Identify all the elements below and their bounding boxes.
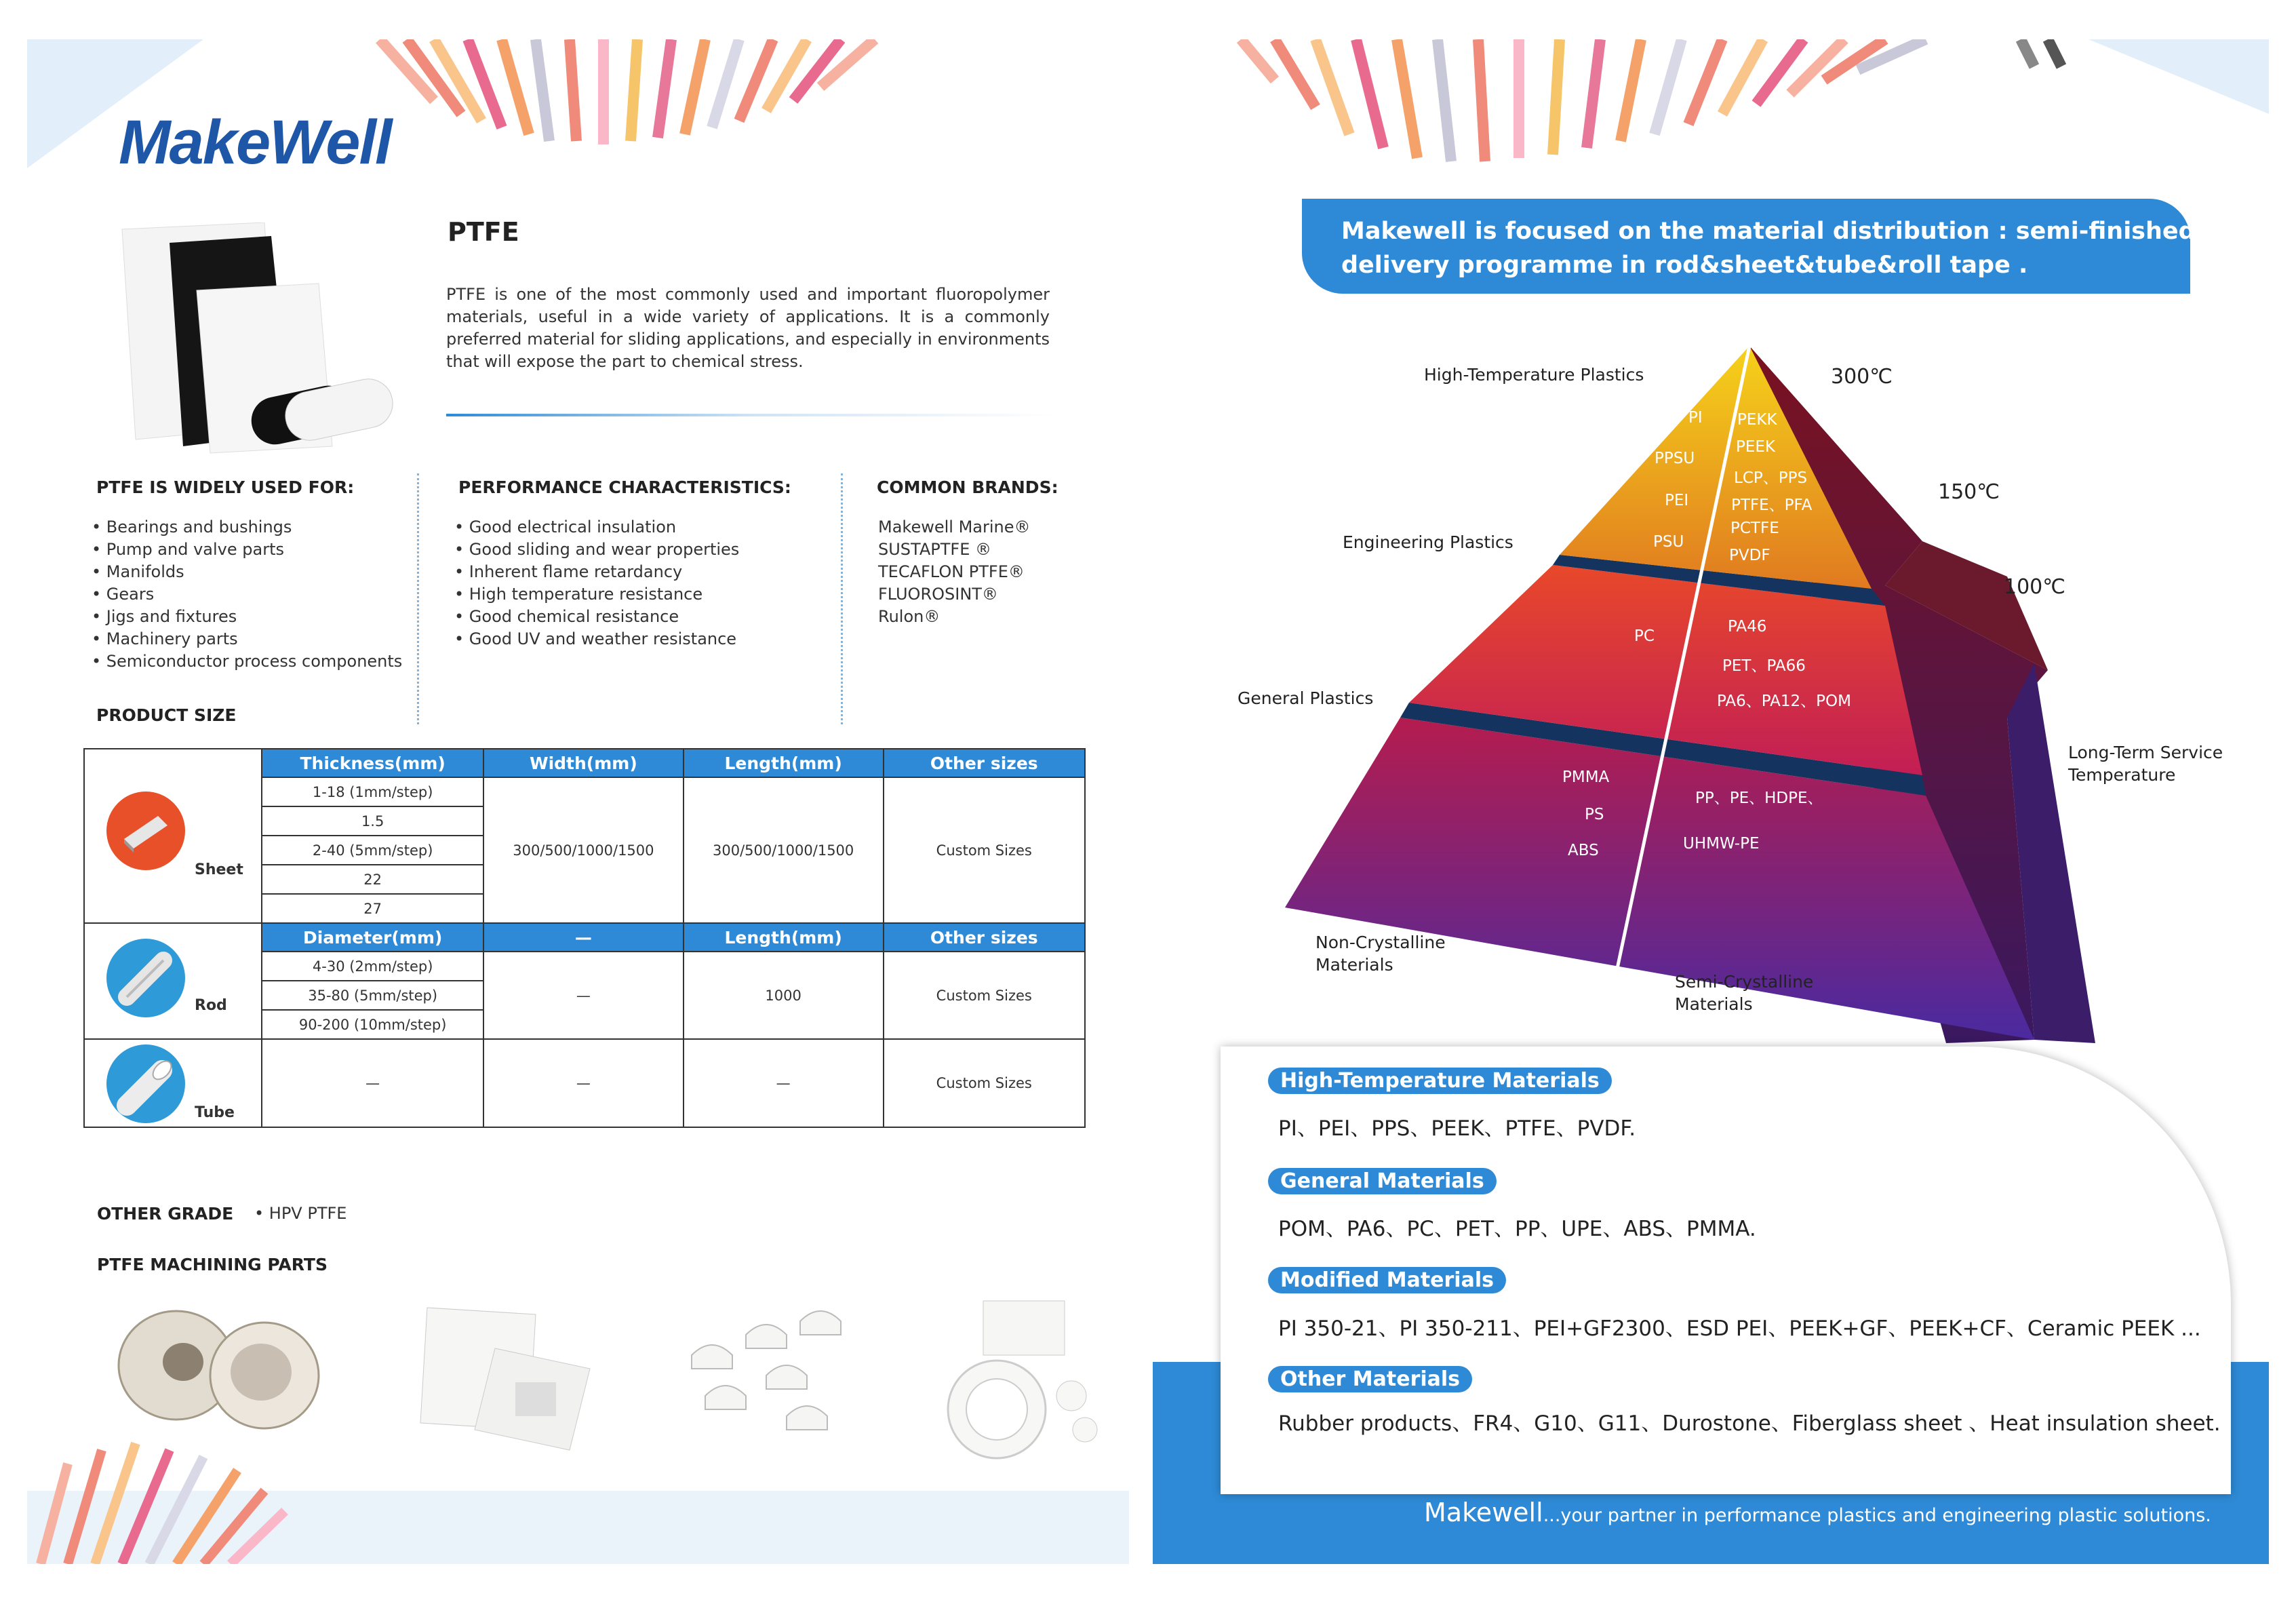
table-cell: 22 [262, 865, 483, 894]
list-item: • Semiconductor process components [92, 652, 403, 671]
pyramid-item: PA46 [1728, 618, 1767, 636]
pyramid-item: UHMW-PE [1683, 835, 1760, 853]
table-cell: 90-200 (10mm/step) [262, 1010, 483, 1039]
other-grade-value: • HPV PTFE [254, 1204, 347, 1223]
list-item: • Good sliding and wear properties [454, 540, 740, 559]
pyramid-item: PTFE、PFA [1731, 496, 1813, 514]
product-description: PTFE is one of the most commonly used and important fluoropolymer materials, useful in a wide variety of applications. It is a commonly preferred material for sliding applications, and especially in environments that will expose the part to chemical stress. [446, 285, 1050, 371]
footer-decoration [27, 1423, 1129, 1564]
table-cell: — [262, 1039, 483, 1127]
makewell-logo: MakeWell [119, 108, 391, 177]
pyramid-item: PEEK [1736, 438, 1776, 456]
col-header: Other sizes [884, 923, 1085, 952]
pyramid-item: PS [1585, 806, 1604, 823]
performance-heading: PERFORMANCE CHARACTERISTICS: [458, 477, 791, 497]
table-row [84, 1039, 1085, 1127]
column-divider [417, 473, 419, 724]
rod-icon [105, 937, 186, 1019]
materials-badge: Modified Materials [1268, 1267, 1506, 1293]
label-long-term: Long-Term Service Temperature [2068, 743, 2223, 785]
pyramid-item: PP、PE、HDPE、 [1695, 789, 1823, 807]
pyramid-item: PPSU [1655, 450, 1695, 467]
col-header: Other sizes [884, 749, 1085, 777]
machining-heading: PTFE MACHINING PARTS [97, 1255, 328, 1274]
temp-300: 300℃ [1831, 365, 1893, 389]
table-cell: — [684, 1039, 884, 1127]
table-cell: Custom Sizes [884, 952, 1085, 1039]
list-item: • Good electrical insulation [454, 517, 677, 536]
uses-list [92, 516, 402, 673]
label-general: General Plastics [1238, 688, 1374, 708]
list-item: Makewell Marine® [878, 517, 1031, 536]
ptfe-product-image [95, 222, 400, 467]
pyramid-item: PI [1688, 409, 1703, 427]
table-cell: — [483, 952, 684, 1039]
product-size-heading: PRODUCT SIZE [96, 705, 237, 725]
col-header: Width(mm) [483, 749, 684, 777]
pyramid-item: PMMA [1562, 768, 1610, 786]
label-non-crystalline: Non-Crystalline Materials [1315, 933, 1446, 975]
product-title: PTFE [448, 217, 519, 247]
other-grade-heading: OTHER GRADE [97, 1204, 234, 1224]
label-engineering: Engineering Plastics [1343, 532, 1513, 552]
list-item: SUSTAPTFE ® [878, 540, 991, 559]
tube-label: Tube [195, 1104, 235, 1121]
col-header: — [483, 923, 684, 952]
list-item: FLUOROSINT® [878, 585, 998, 604]
product-size-table [83, 748, 1086, 1128]
pyramid-item: ABS [1568, 842, 1599, 859]
table-cell: 1-18 (1mm/step) [262, 777, 483, 806]
materials-text: PI 350-21、PI 350-211、PEI+GF2300、ESD PEI、PEEK+GF、PEEK+CF、Ceramic PEEK ... [1278, 1316, 2201, 1341]
materials-text: Rubber products、FR4、G10、G11、Durostone、Fiberglass sheet 、Heat insulation sheet. [1278, 1411, 2221, 1436]
list-item: • Manifolds [92, 562, 184, 581]
table-row [84, 749, 1085, 777]
col-header: Thickness(mm) [262, 749, 483, 777]
banner-line-2: delivery programme in rod&sheet&tube&roll tape . [1341, 252, 2028, 279]
list-item: Rulon® [878, 607, 941, 626]
list-item: • Good UV and weather resistance [454, 629, 737, 648]
right-page [1153, 39, 2269, 1564]
pyramid-item: PA6、PA12、POM [1717, 692, 1851, 710]
list-item: • Inherent flame retardancy [454, 562, 683, 581]
left-page [27, 39, 1129, 1564]
pyramid-item: PET、PA66 [1722, 657, 1806, 675]
sheet-cell [84, 749, 262, 923]
pyramid-item: PVDF [1729, 547, 1770, 564]
pyramid-item: LCP、PPS [1734, 469, 1808, 487]
table-cell: 300/500/1000/1500 [684, 777, 884, 923]
header-decoration [1153, 39, 2269, 195]
column-divider [841, 473, 843, 724]
brands-heading: COMMON BRANDS: [877, 477, 1058, 497]
materials-text: PI、PEI、PPS、PEEK、PTFE、PVDF. [1278, 1116, 1636, 1141]
list-item: • High temperature resistance [454, 585, 703, 604]
materials-text: POM、PA6、PC、PET、PP、UPE、ABS、PMMA. [1278, 1217, 1756, 1241]
table-cell: — [483, 1039, 684, 1127]
uses-heading: PTFE IS WIDELY USED FOR: [96, 477, 355, 497]
col-header: Length(mm) [684, 749, 884, 777]
focus-banner-text [1341, 214, 2196, 282]
temp-150: 150℃ [1938, 480, 2000, 504]
label-high-temperature: High-Temperature Plastics [1424, 365, 1644, 385]
footer-tagline-text: ...your partner in performance plastics and engineering plastic solutions. [1543, 1505, 2211, 1526]
pyramid-item: PSU [1653, 533, 1684, 551]
table-cell: 27 [262, 894, 483, 923]
banner-line-1: Makewell is focused on the material distribution : semi-finished [1341, 218, 2196, 245]
pyramid-item: PCTFE [1730, 520, 1779, 537]
pyramid-item: PEKK [1737, 411, 1777, 429]
footer-tagline [1424, 1498, 2211, 1527]
rod-cell [84, 923, 262, 1039]
list-item: • Jigs and fixtures [92, 607, 237, 626]
table-cell: 300/500/1000/1500 [483, 777, 684, 923]
list-item: • Bearings and bushings [92, 517, 292, 536]
table-cell: Custom Sizes [884, 1039, 1085, 1127]
materials-badge: General Materials [1268, 1168, 1497, 1194]
materials-badge: High-Temperature Materials [1268, 1068, 1612, 1094]
temp-100: 100℃ [2004, 575, 2065, 599]
table-cell: 4-30 (2mm/step) [262, 952, 483, 981]
materials-badge: Other Materials [1268, 1366, 1472, 1392]
list-item: • Pump and valve parts [92, 540, 284, 559]
sheet-label: Sheet [195, 861, 243, 878]
label-semi-crystalline: Semi-Crystalline Materials [1675, 972, 1814, 1014]
pyramid-item: PC [1634, 627, 1655, 645]
col-header: Diameter(mm) [262, 923, 483, 952]
brands-list [878, 516, 1031, 628]
tube-icon [105, 1043, 186, 1125]
list-item: • Good chemical resistance [454, 607, 679, 626]
rod-label: Rod [195, 997, 227, 1014]
list-item: TECAFLON PTFE® [878, 562, 1025, 581]
performance-list [454, 516, 739, 650]
pyramid-item: PEI [1665, 492, 1689, 509]
title-underline [446, 414, 1056, 416]
table-cell: 2-40 (5mm/step) [262, 836, 483, 865]
sheet-icon [105, 790, 186, 872]
col-header: Length(mm) [684, 923, 884, 952]
table-cell: 1000 [684, 952, 884, 1039]
table-cell: Custom Sizes [884, 777, 1085, 923]
table-cell: 35-80 (5mm/step) [262, 981, 483, 1010]
list-item: • Gears [92, 585, 155, 604]
list-item: • Machinery parts [92, 629, 238, 648]
footer-brand: Makewell [1424, 1498, 1543, 1527]
table-row [84, 923, 1085, 952]
table-cell: 1.5 [262, 806, 483, 836]
tube-cell [84, 1039, 262, 1127]
